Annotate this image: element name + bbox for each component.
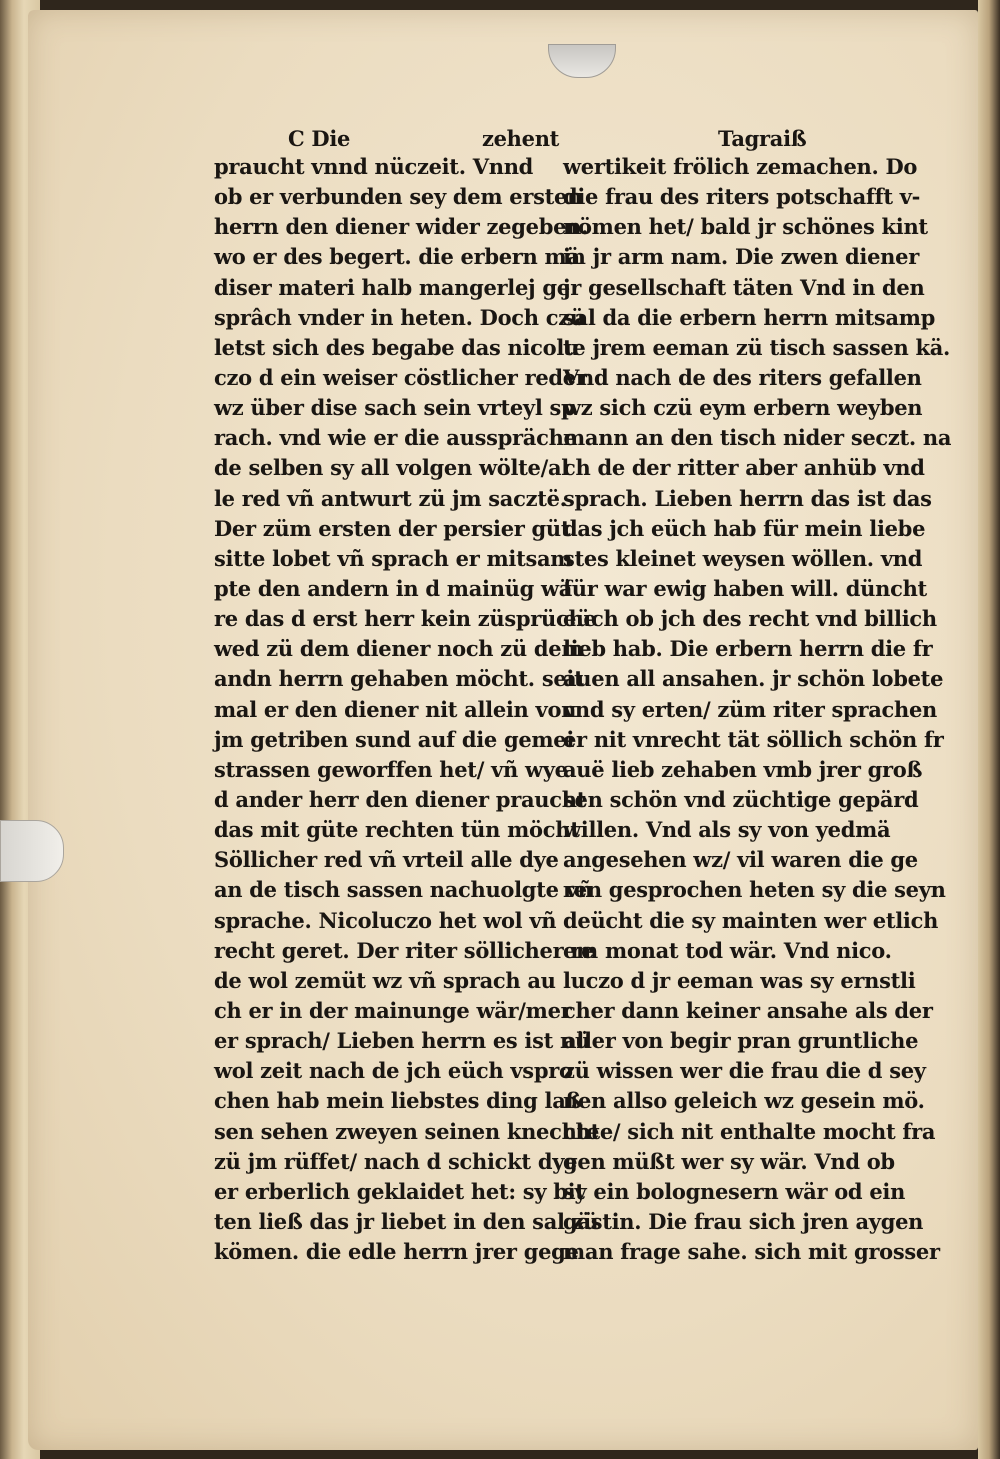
text-line: ob er verbunden sey dem ersten [214,184,583,210]
text-line: er nit vnrecht tät söllich schön fr [563,726,944,752]
text-line: an de tisch sassen nachuolgte vñ [214,877,593,903]
text-line: cher dann keiner ansahe als der [563,997,933,1023]
text-line: diser materi halb mangerlej ge [214,274,570,300]
text-line: d ander herr den diener praucht [214,786,587,812]
text-line: sy ein bolognesern wär od ein [563,1178,906,1204]
header-right: Tagraiß [718,126,807,151]
text-line: man frage sahe. sich mit grosser [563,1239,940,1265]
right-column [563,152,952,1267]
text-line: strassen geworffen het/ vñ wye [214,756,568,782]
text-line: zü wissen wer die frau die d sey [563,1058,926,1084]
text-line: te jrem eeman zü tisch sassen kä. [563,334,951,360]
text-line: Der züm ersten der persier güt [214,515,571,541]
book-right-edge [978,0,1000,1459]
text-line: wed zü dem diener noch zü dem [214,636,584,662]
text-line: eüch ob jch des recht vnd billich [563,606,937,632]
text-line: ch de der ritter aber anhüb vnd [563,455,925,481]
text-line: Vnd nach de des riters gefallen [563,364,922,390]
text-line: herrn den diener wider zegeben. [214,214,589,240]
text-line: aller von begir pran gruntliche [563,1028,919,1054]
text-line: sal da die erbern herrn mitsamp [563,304,936,330]
text-line: das mit güte rechten tün möcht [214,817,580,843]
text-line: praucht vnnd nüczeit. Vnnd [214,154,534,179]
text-line: sprach. Lieben herrn das ist das [563,485,932,511]
text-line: er erberlich geklaidet het: sy bit [214,1178,585,1204]
text-line: deücht die sy mainten wer etlich [563,907,939,933]
text-line: willen. Vnd als sy von yedmä [563,817,891,843]
header-center: zehent [482,126,560,151]
text-line: stes kleinet weysen wöllen. vnd [563,545,923,571]
text-line: angesehen wz/ vil waren die ge [563,847,918,873]
header-left: C Die [288,126,351,151]
text-line: nömen het/ bald jr schönes kint [563,214,928,240]
text-line: le red vñ antwurt zü jm sacztë. [214,485,567,511]
text-line: em monat tod wär. Vnd nico. [563,937,892,963]
text-line: auë lieb zehaben vmb jrer groß [563,756,923,782]
text-line: wol zeit nach de jch eüch vspro [214,1058,573,1084]
text-line: re das d erst herr kein züsprüche [214,606,597,632]
text-line: andn herrn gehaben möcht. seit [214,666,584,692]
text-line: auen all ansahen. jr schön lobete [563,666,944,692]
text-line: sprache. Nicoluczo het wol vñ [214,907,557,933]
text-line: pte den andern in d mainüg wä [214,575,573,601]
text-line: sitte lobet vñ sprach er mitsam [214,545,573,571]
text-line: wertikeit frölich zemachen. Do [563,154,918,179]
text-line: für war ewig haben will. düncht [563,575,927,601]
text-line: wo er des begert. die erbern mä [214,244,580,270]
left-column [214,152,600,1267]
text-line: vnd sy erten/ züm riter sprachen [563,696,937,722]
text-line: luczo d jr eeman was sy ernstli [563,967,916,993]
text-line: in jr arm nam. Die zwen diener [563,244,919,270]
text-line: die frau des riters potschafft v- [563,184,921,210]
text-line: er sprach/ Lieben herrn es ist nü [214,1028,590,1054]
text-line: Söllicher red vñ vrteil alle dye [214,847,559,873]
text-line: de selben sy all volgen wölte/al [214,455,569,481]
page-clip-top [548,44,616,78]
text-line: sprâch vnder in heten. Doch czü [214,304,585,330]
text-line: chen hab mein liebstes ding laß [214,1088,582,1114]
text-line: rach. vnd wie er die ausspräche [214,425,577,451]
text-line: lieb hab. Die erbern herrn die fr [563,636,933,662]
text-line: ren gesprochen heten sy die seyn [563,877,946,903]
text-line: jr gesellschaft täten Vnd in den [563,274,925,300]
text-line: chte/ sich nit enthalte mocht fra [563,1118,936,1144]
text-line: nen allso geleich wz gesein mö. [563,1088,925,1114]
text-line: letst sich des begabe das nicolu [214,334,580,360]
text-line: de wol zemüt wz vñ sprach au [214,967,556,993]
text-line: ch er in der mainunge wär/mer [214,997,572,1023]
text-line: zü jm rüffet/ nach d schickt dye [214,1148,578,1174]
page-clip-side [0,820,64,882]
text-line: ten ließ das jr liebet in den sal zü [214,1208,599,1234]
text-line: wz sich czü eym erbern weyben [563,395,923,421]
text-line: jm getriben sund auf die gemei [214,726,575,752]
text-line: das jch eüch hab für mein liebe [563,515,926,541]
text-line: recht geret. Der riter söllicher re [214,937,595,963]
text-line: wz über dise sach sein vrteyl sp [214,395,576,421]
text-line: sen sehen zweyen seinen knechte [214,1118,600,1144]
text-line: czo d ein weiser cöstlicher reder [214,364,587,390]
text-line: sen schön vnd züchtige gepärd [563,786,919,812]
text-line: mann an den tisch nider seczt. na [563,425,952,451]
text-line: kömen. die edle herrn jrer gege [214,1239,579,1265]
text-line: gästin. Die frau sich jren aygen [563,1208,924,1234]
text-line: gen müßt wer sy wär. Vnd ob [563,1148,895,1174]
text-line: mal er den diener nit allein von [214,696,577,722]
